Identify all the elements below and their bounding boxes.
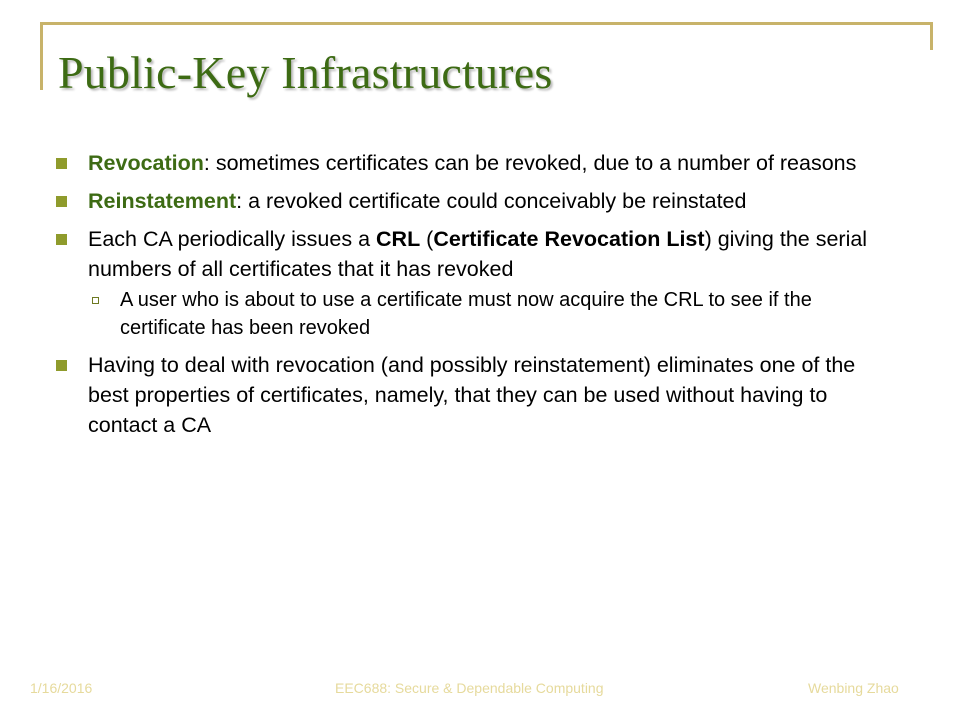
bullet-list <box>50 148 880 440</box>
footer-date: 1/16/2016 <box>30 680 93 696</box>
frame-vertical-line <box>40 22 43 90</box>
term-revocation: Revocation <box>88 151 204 175</box>
slide-content <box>50 148 880 448</box>
hollow-square-bullet-icon <box>92 297 99 304</box>
term-crl-full: Certificate Revocation List <box>433 227 705 251</box>
bullet-text: : a revoked certificate could conceivably be reinstated <box>236 189 747 213</box>
bullet-revocation-impact <box>50 350 880 440</box>
square-bullet-icon <box>56 360 67 371</box>
term-crl: CRL <box>376 227 421 251</box>
sub-bullet-text: A user who is about to use a certificate must now acquire the CRL to see if the certificate has been revoked <box>120 289 812 339</box>
bullet-text: Each CA periodically issues a <box>88 227 377 251</box>
sub-bullet-list <box>88 286 880 342</box>
bullet-text: ) giving the serial numbers of all certificates that it has revoked <box>88 227 868 281</box>
footer-author: Wenbing Zhao <box>808 680 899 696</box>
bullet-text: : sometimes certificates can be revoked, due to a number of reasons <box>203 151 857 175</box>
bullet-reinstatement <box>50 186 880 216</box>
term-reinstatement: Reinstatement <box>88 189 237 213</box>
bullet-text: Having to deal with revocation (and possibly reinstatement) eliminates one of the best properties of certificates, namely, that they can be used without having to contact a CA <box>88 353 856 437</box>
bullet-revocation <box>50 148 880 178</box>
square-bullet-icon <box>56 158 67 169</box>
sub-bullet-crl-usage <box>88 286 880 342</box>
square-bullet-icon <box>56 234 67 245</box>
bullet-text: ( <box>420 227 434 251</box>
bullet-crl <box>50 224 880 342</box>
footer-course: EEC688: Secure & Dependable Computing <box>335 680 604 696</box>
frame-horizontal-line <box>40 22 933 25</box>
frame-right-tick <box>930 22 933 50</box>
square-bullet-icon <box>56 196 67 207</box>
slide-title: Public-Key Infrastructures <box>58 47 553 98</box>
